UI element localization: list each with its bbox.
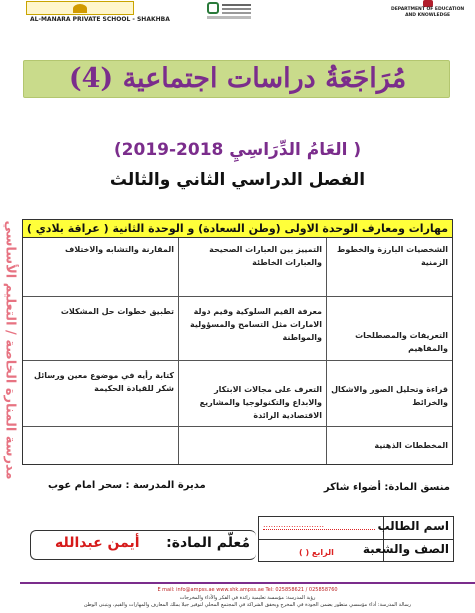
skill-cell: التمييز بين العبارات الصحيحة والعبارات الخاطئة [209,245,322,267]
community-development-logo [207,2,251,20]
skills-grid [23,238,452,464]
teacher-name: أيمن عبدالله [55,535,140,551]
skill-cell [179,436,326,462]
side-watermark [0,218,20,483]
skills-header: مهارات ومعارف الوحدة الاولى (وطن السعادة) و الوحدة الثانية ( عراقة بلادي ) [23,220,452,238]
academic-year: ( العَامُ الدِّرَاسِيِ 2018-2019) [113,140,362,160]
school-principal: مديرة المدرسة : سحر امام عوب [48,480,206,491]
skill-cell: المقارنة والتشابه والاختلاف [65,245,174,254]
side-label: مدرسة المنارة الخاصة / التعليم الأساسي [2,220,18,480]
student-class-row [259,540,453,562]
student-name-row [259,517,453,539]
term-label: الفصل الدراسي الثاني والثالث [109,170,366,190]
class-field[interactable]: الرابع ( ) [299,548,334,557]
teacher-label: مُعلّم المادة: [166,535,250,551]
footer-mission: رسالة المدرسة: أداء مؤسسي متطور يضمن الجودة في المخرج ويحقق الشراكة في المجتمع المحلي لتوفير جيلا يملك المعارف والمهارات والقيم، ويتبنى الوطن [83,602,412,608]
page-header [0,0,475,26]
footer-vision: رؤية المدرسة: مؤسسة تعليمية رائدة في الفكر والأداء والمخرجات [179,595,316,601]
skill-cell: التعرف على مجالات الابتكار والابداع والتكنولوجيا والمشاريع الاقتصادية الرائدة [199,385,322,420]
logo-mark-icon [207,2,219,14]
department-name: DEPARTMENT OF EDUCATION AND KNOWLEDGE [391,7,465,18]
skill-cell: تطبيق خطوات حل المشكلات [60,307,174,316]
class-label: الصف والشعبة [362,542,449,556]
skills-table [22,219,453,465]
subject-coordinator: منسق المادة: أضواء شاكر [323,482,450,493]
school-name: AL-MANARA PRIVATE SCHOOL - SHAKHBA [30,16,170,23]
school-logo [26,1,134,15]
teacher-box [30,530,256,560]
student-info-table [258,516,454,562]
skill-cell: معرفة القيم السلوكية وقيم دولة الامارات مثل التسامح والمسؤولية والمواطنة [190,307,322,342]
skill-cell [23,436,178,462]
skill-cell: التعريفات والمصطلحات والمفاهيم [355,331,448,353]
footer-contact: E mail: info@ampss.ae www.shk.ampss.ae Tel: 025858621 / 025858760 [157,587,338,593]
page-title: مُرَاجَعَةُ دراسات اجتماعية (4) [68,63,407,94]
skill-cell: الشخصيات البارزة والخطوط الزمنية [337,245,448,267]
skill-cell: قراءة وتحليل الصور والاشكال والخرائط [331,385,448,407]
student-name-label: اسم الطالب [377,519,449,533]
student-name-field[interactable]: ........................ [263,520,375,530]
skill-cell: المخططات الذهنية [374,441,448,450]
page-footer [20,582,475,613]
skill-cell: كتابة رأيه في موضوع معين ورسائل شكر للقيادة الحكيمة [34,371,174,393]
adek-logo [393,0,473,7]
title-banner [23,60,450,98]
